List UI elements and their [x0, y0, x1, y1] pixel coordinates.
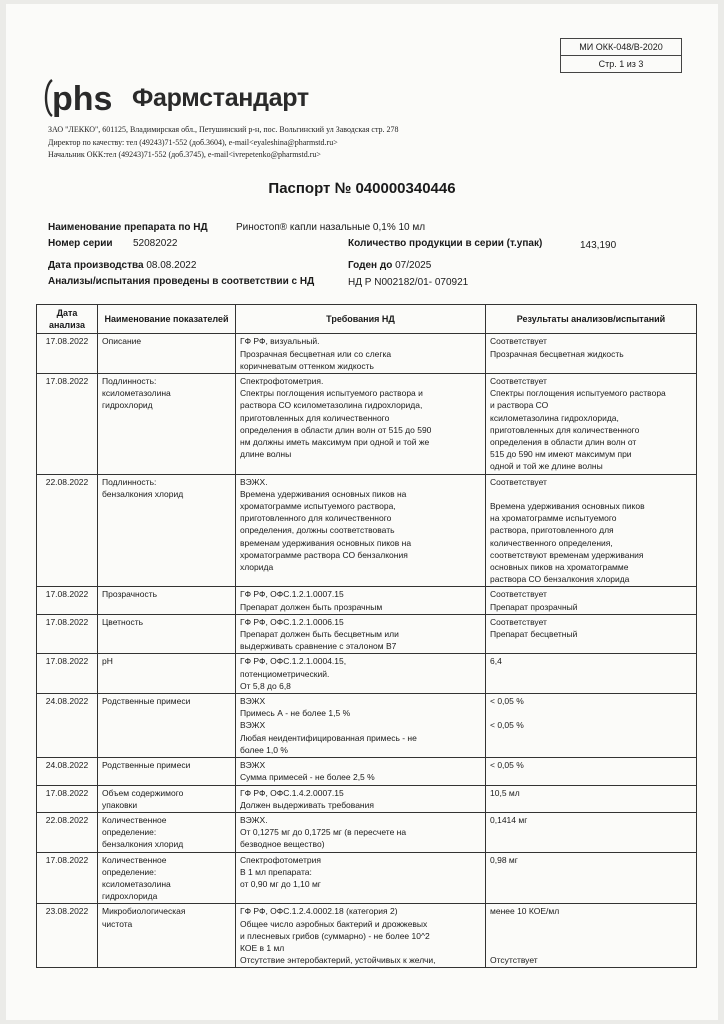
- table-row: [37, 758, 697, 785]
- cell-requirement-line: выдерживать сравнение с эталоном B7: [240, 641, 397, 652]
- cell-result-line: Прозрачная бесцветная жидкость: [490, 348, 624, 359]
- cell-requirement-line: ГФ РФ, ОФС.1.2.4.0002.18 (категория 2): [240, 906, 398, 917]
- cell-result-line: определения в области длин волн от: [490, 437, 637, 448]
- cell-result-line: 10,5 мл: [490, 787, 520, 798]
- organization-info: [48, 124, 399, 162]
- cell-requirement-line: и плесневых грибов (суммарно) - не более 10^2: [240, 930, 430, 941]
- cell-indicator-line: pH: [102, 656, 113, 667]
- expiry-value: 07/2025: [395, 260, 432, 271]
- series-value: 52082022: [133, 238, 178, 249]
- cell-result: [486, 614, 697, 654]
- results-table: [36, 304, 697, 968]
- cell-indicator: [98, 785, 236, 812]
- cell-result-line: Соответствует: [490, 336, 547, 347]
- cell-result-line: [490, 488, 692, 500]
- cell-requirement-line: Спектрофотометрия: [240, 854, 321, 865]
- cell-indicator: [98, 694, 236, 758]
- col-date-header: Дата анализа: [37, 305, 98, 334]
- cell-requirement-line: Примесь А - не более 1,5 %: [240, 708, 351, 719]
- cell-requirement-line: определения, должны соответствовать: [240, 525, 395, 536]
- results-table-body: [37, 334, 697, 968]
- cell-date: 17.08.2022: [37, 334, 98, 374]
- cell-result: [486, 852, 697, 904]
- cell-requirement-line: ГФ РФ, ОФС.1.4.2.0007.15: [240, 787, 344, 798]
- cell-result: [486, 694, 697, 758]
- cell-indicator-line: Микробиологическая: [102, 906, 186, 917]
- cell-date: 17.08.2022: [37, 614, 98, 654]
- cell-result-line: менее 10 КОЕ/мл: [490, 906, 560, 917]
- table-row: [37, 474, 697, 587]
- cell-date: 17.08.2022: [37, 654, 98, 694]
- cell-result: [486, 374, 697, 475]
- expiry: [348, 260, 431, 271]
- cell-requirement: [236, 334, 486, 374]
- cell-requirement: [236, 758, 486, 785]
- cell-requirement: [236, 587, 486, 614]
- cell-indicator-line: Подлинность:: [102, 476, 157, 487]
- cell-requirement-line: Спектрофотометрия.: [240, 376, 324, 387]
- col-results-header: Результаты анализов/испытаний: [486, 305, 697, 334]
- cell-indicator-line: Количественное: [102, 814, 167, 825]
- cell-result-line: Соответствует: [490, 476, 547, 487]
- cell-result-line: [490, 930, 692, 942]
- table-row: [37, 785, 697, 812]
- cell-result-line: Соответствует: [490, 376, 547, 387]
- phs-logo-mark: [42, 76, 130, 120]
- cell-indicator-line: Объем содержимого: [102, 787, 184, 798]
- nd-label: Анализы/испытания проведены в соответствии с НД: [48, 276, 315, 287]
- cell-requirement-line: Общее число аэробных бактерий и дрожжевых: [240, 918, 428, 929]
- cell-result-line: соответствуют временам удерживания: [490, 549, 644, 560]
- cell-result-line: 6,4: [490, 656, 502, 667]
- cell-indicator: [98, 587, 236, 614]
- cell-indicator-line: ксилометазолина: [102, 878, 171, 889]
- logo-name: Фармстандарт: [132, 83, 309, 112]
- cell-requirement: [236, 614, 486, 654]
- cell-requirement-line: ВЭЖХ.: [240, 814, 268, 825]
- cell-result-line: Времена удерживания основных пиков: [490, 501, 645, 512]
- cell-requirement-line: хроматограмме раствора СО бензалкония: [240, 549, 408, 560]
- cell-result: [486, 758, 697, 785]
- cell-indicator: [98, 614, 236, 654]
- cell-indicator-line: бензалкония хлорид: [102, 488, 184, 499]
- preparation-label: Наименование препарата по НД: [48, 222, 208, 233]
- cell-requirement-line: Времена удерживания основных пиков на: [240, 488, 407, 499]
- cell-requirement: [236, 785, 486, 812]
- cell-indicator: [98, 474, 236, 587]
- table-row: [37, 654, 697, 694]
- cell-requirement-line: Должен выдерживать требования: [240, 799, 374, 810]
- production-date-label: Дата производства: [48, 260, 144, 271]
- org-qc-head: Начальник ОКК:тел (49243)71-552 (доб.3745), e-mail<ivrepetenko@pharmstd.ru>: [48, 150, 321, 159]
- series-label: Номер серии: [48, 238, 113, 249]
- cell-result-line: [490, 942, 692, 954]
- cell-indicator-line: Прозрачность: [102, 589, 158, 600]
- cell-indicator-line: определение:: [102, 866, 157, 877]
- cell-indicator: [98, 904, 236, 968]
- cell-date: 22.08.2022: [37, 474, 98, 587]
- cell-indicator-line: Количественное: [102, 854, 167, 865]
- logo-mark-text: phs: [52, 80, 113, 118]
- cell-date: 17.08.2022: [37, 852, 98, 904]
- cell-indicator-line: гидрохлорид: [102, 400, 153, 411]
- cell-requirement-line: ГФ РФ, ОФС.1.2.1.0004.15,: [240, 656, 347, 667]
- org-quality-director: Директор по качеству: тел (49243)71-552 (доб.3604), e-mail<eyaleshina@pharmstd.ru>: [48, 137, 338, 147]
- cell-requirement-line: более 1,0 %: [240, 744, 288, 755]
- cell-requirement-line: нм должны иметь максимум при одной и той же: [240, 437, 430, 448]
- cell-result: [486, 904, 697, 968]
- cell-requirement-line: хроматограмме испытуемого раствора,: [240, 501, 396, 512]
- cell-indicator-line: гидрохлорида: [102, 891, 158, 902]
- cell-result-line: Соответствует: [490, 589, 547, 600]
- cell-result-line: [490, 707, 692, 719]
- cell-requirement-line: Спектры поглощения испытуемого раствора и: [240, 388, 423, 399]
- cell-requirement-line: хлорида: [240, 562, 274, 573]
- cell-result-line: на хроматограмме испытуемого: [490, 513, 617, 524]
- passport-title: Паспорт № 040000340446: [268, 180, 456, 197]
- cell-result: [486, 785, 697, 812]
- production-date: [48, 260, 196, 271]
- cell-requirement: [236, 474, 486, 587]
- cell-requirement-line: ГФ РФ, ОФС.1.2.1.0007.15: [240, 589, 344, 600]
- cell-requirement-line: Препарат должен быть бесцветным или: [240, 629, 399, 640]
- cell-indicator-line: Описание: [102, 336, 142, 347]
- cell-indicator-line: определение:: [102, 827, 157, 838]
- cell-requirement-line: от 0,90 мг до 1,10 мг: [240, 878, 321, 889]
- cell-result-line: Отсутствует: [490, 955, 538, 966]
- cell-requirement-line: приготовленного для количественного: [240, 513, 392, 524]
- cell-requirement-line: ГФ РФ, ОФС.1.2.1.0006.15: [240, 616, 344, 627]
- cell-indicator-line: Подлинность:: [102, 376, 157, 387]
- cell-indicator-line: Цветность: [102, 616, 144, 627]
- cell-requirement-line: ВЭЖХ: [240, 760, 266, 771]
- cell-result-line: 0,98 мг: [490, 854, 518, 865]
- table-row: [37, 852, 697, 904]
- cell-result-line: 0,1414 мг: [490, 814, 528, 825]
- cell-result-line: Соответствует: [490, 616, 547, 627]
- cell-indicator-line: ксилометазолина: [102, 388, 171, 399]
- table-row: [37, 614, 697, 654]
- cell-indicator: [98, 852, 236, 904]
- cell-requirement-line: ВЭЖХ: [240, 696, 266, 707]
- cell-indicator: [98, 334, 236, 374]
- cell-date: 17.08.2022: [37, 374, 98, 475]
- cell-result: [486, 474, 697, 587]
- cell-result-line: одной и той же длине волны: [490, 461, 603, 472]
- cell-result: [486, 587, 697, 614]
- document-code-box: [560, 38, 682, 73]
- cell-result-line: Спектры поглощения испытуемого раствора: [490, 388, 666, 399]
- cell-requirement-line: ГФ РФ, визуальный.: [240, 336, 320, 347]
- cell-result-line: < 0,05 %: [490, 696, 524, 707]
- cell-requirement-line: приготовленных для количественного: [240, 412, 390, 423]
- nd-value: НД Р N002182/01- 070921: [348, 277, 469, 288]
- cell-requirement: [236, 904, 486, 968]
- cell-requirement-line: КОЕ в 1 мл: [240, 942, 285, 953]
- cell-indicator-line: бензалкония хлорид: [102, 839, 184, 850]
- company-logo: [42, 76, 309, 120]
- cell-date: 24.08.2022: [37, 758, 98, 785]
- cell-result-line: < 0,05 %: [490, 720, 524, 731]
- cell-result-line: количественного определения,: [490, 537, 613, 548]
- cell-requirement: [236, 374, 486, 475]
- cell-result-line: Препарат прозрачный: [490, 601, 578, 612]
- cell-result-line: и раствора СО: [490, 400, 549, 411]
- table-header-row: [37, 305, 697, 334]
- org-address: ЗАО "ЛЕККО", 601125, Владимирская обл., Петушинский р-н, пос. Вольгинский ул Заводская стр. 278: [48, 125, 399, 134]
- cell-result-line: < 0,05 %: [490, 760, 524, 771]
- preparation-value: Риностоп® капли назальные 0,1% 10 мл: [236, 222, 426, 233]
- cell-result-line: 515 до 590 нм имеют максимум при: [490, 449, 632, 460]
- cell-requirement-line: Прозрачная бесцветная или со слегка: [240, 348, 392, 359]
- cell-result: [486, 812, 697, 852]
- cell-requirement-line: коричневатым оттенком жидкость: [240, 360, 374, 371]
- document-code: МИ ОКК-048/В-2020: [561, 39, 681, 56]
- table-row: [37, 694, 697, 758]
- cell-requirement: [236, 694, 486, 758]
- quantity-value: 143,190: [580, 240, 617, 251]
- cell-requirement-line: длине волны: [240, 449, 292, 460]
- cell-requirement-line: В 1 мл препарата:: [240, 866, 312, 877]
- cell-date: 23.08.2022: [37, 904, 98, 968]
- cell-requirement: [236, 852, 486, 904]
- cell-result-line: ксилометазолина гидрохлорида,: [490, 412, 619, 423]
- cell-requirement: [236, 654, 486, 694]
- cell-requirement-line: определения в области длин волн от 515 до 590: [240, 424, 432, 435]
- cell-requirement-line: временам удерживания основных пиков на: [240, 537, 412, 548]
- cell-requirement-line: раствора СО ксилометазолина гидрохлорида,: [240, 400, 423, 411]
- cell-date: 24.08.2022: [37, 694, 98, 758]
- table-row: [37, 374, 697, 475]
- table-row: [37, 812, 697, 852]
- cell-indicator: [98, 654, 236, 694]
- cell-requirement-line: Сумма примесей - не более 2,5 %: [240, 772, 375, 783]
- cell-indicator-line: чистота: [102, 918, 133, 929]
- cell-result-line: раствора СО бензалкония хлорида: [490, 574, 630, 585]
- cell-requirement-line: ВЭЖХ: [240, 720, 266, 731]
- cell-indicator-line: упаковки: [102, 799, 138, 810]
- table-row: [37, 334, 697, 374]
- cell-requirement-line: Препарат должен быть прозрачным: [240, 601, 383, 612]
- page-counter: Стр. 1 из 3: [598, 59, 644, 69]
- cell-date: 17.08.2022: [37, 785, 98, 812]
- quantity-label: Количество продукции в серии (т.упак): [348, 238, 543, 249]
- production-date-value: 08.08.2022: [146, 260, 197, 271]
- cell-requirement-line: Любая неидентифицированная примесь - не: [240, 732, 417, 743]
- cell-requirement-line: потенциометрический.: [240, 668, 330, 679]
- cell-indicator: [98, 758, 236, 785]
- cell-result: [486, 334, 697, 374]
- col-name-header: Наименование показателей: [98, 305, 236, 334]
- cell-date: 22.08.2022: [37, 812, 98, 852]
- cell-date: 17.08.2022: [37, 587, 98, 614]
- cell-requirement-line: Отсутствие энтеробактерий, устойчивых к желчи,: [240, 955, 436, 966]
- cell-indicator-line: Родственные примеси: [102, 760, 191, 771]
- cell-requirement: [236, 812, 486, 852]
- table-row: [37, 587, 697, 614]
- cell-result-line: раствора, приготовленного для: [490, 525, 614, 536]
- cell-requirement-line: безводное вещество): [240, 839, 325, 850]
- expiry-label: Годен до: [348, 260, 393, 271]
- cell-indicator-line: Родственные примеси: [102, 696, 191, 707]
- col-requirements-header: Требования НД: [236, 305, 486, 334]
- cell-requirement-line: ВЭЖХ.: [240, 476, 268, 487]
- cell-result: [486, 654, 697, 694]
- cell-requirement-line: От 0,1275 мг до 0,1725 мг (в пересчете на: [240, 827, 407, 838]
- cell-indicator: [98, 374, 236, 475]
- cell-result-line: приготовленных для количественного: [490, 424, 640, 435]
- table-row: [37, 904, 697, 968]
- cell-requirement-line: От 5,8 до 6,8: [240, 680, 291, 691]
- cell-result-line: [490, 918, 692, 930]
- cell-result-line: основных пиков на хроматограмме: [490, 562, 629, 573]
- cell-result-line: Препарат бесцветный: [490, 629, 578, 640]
- cell-indicator: [98, 812, 236, 852]
